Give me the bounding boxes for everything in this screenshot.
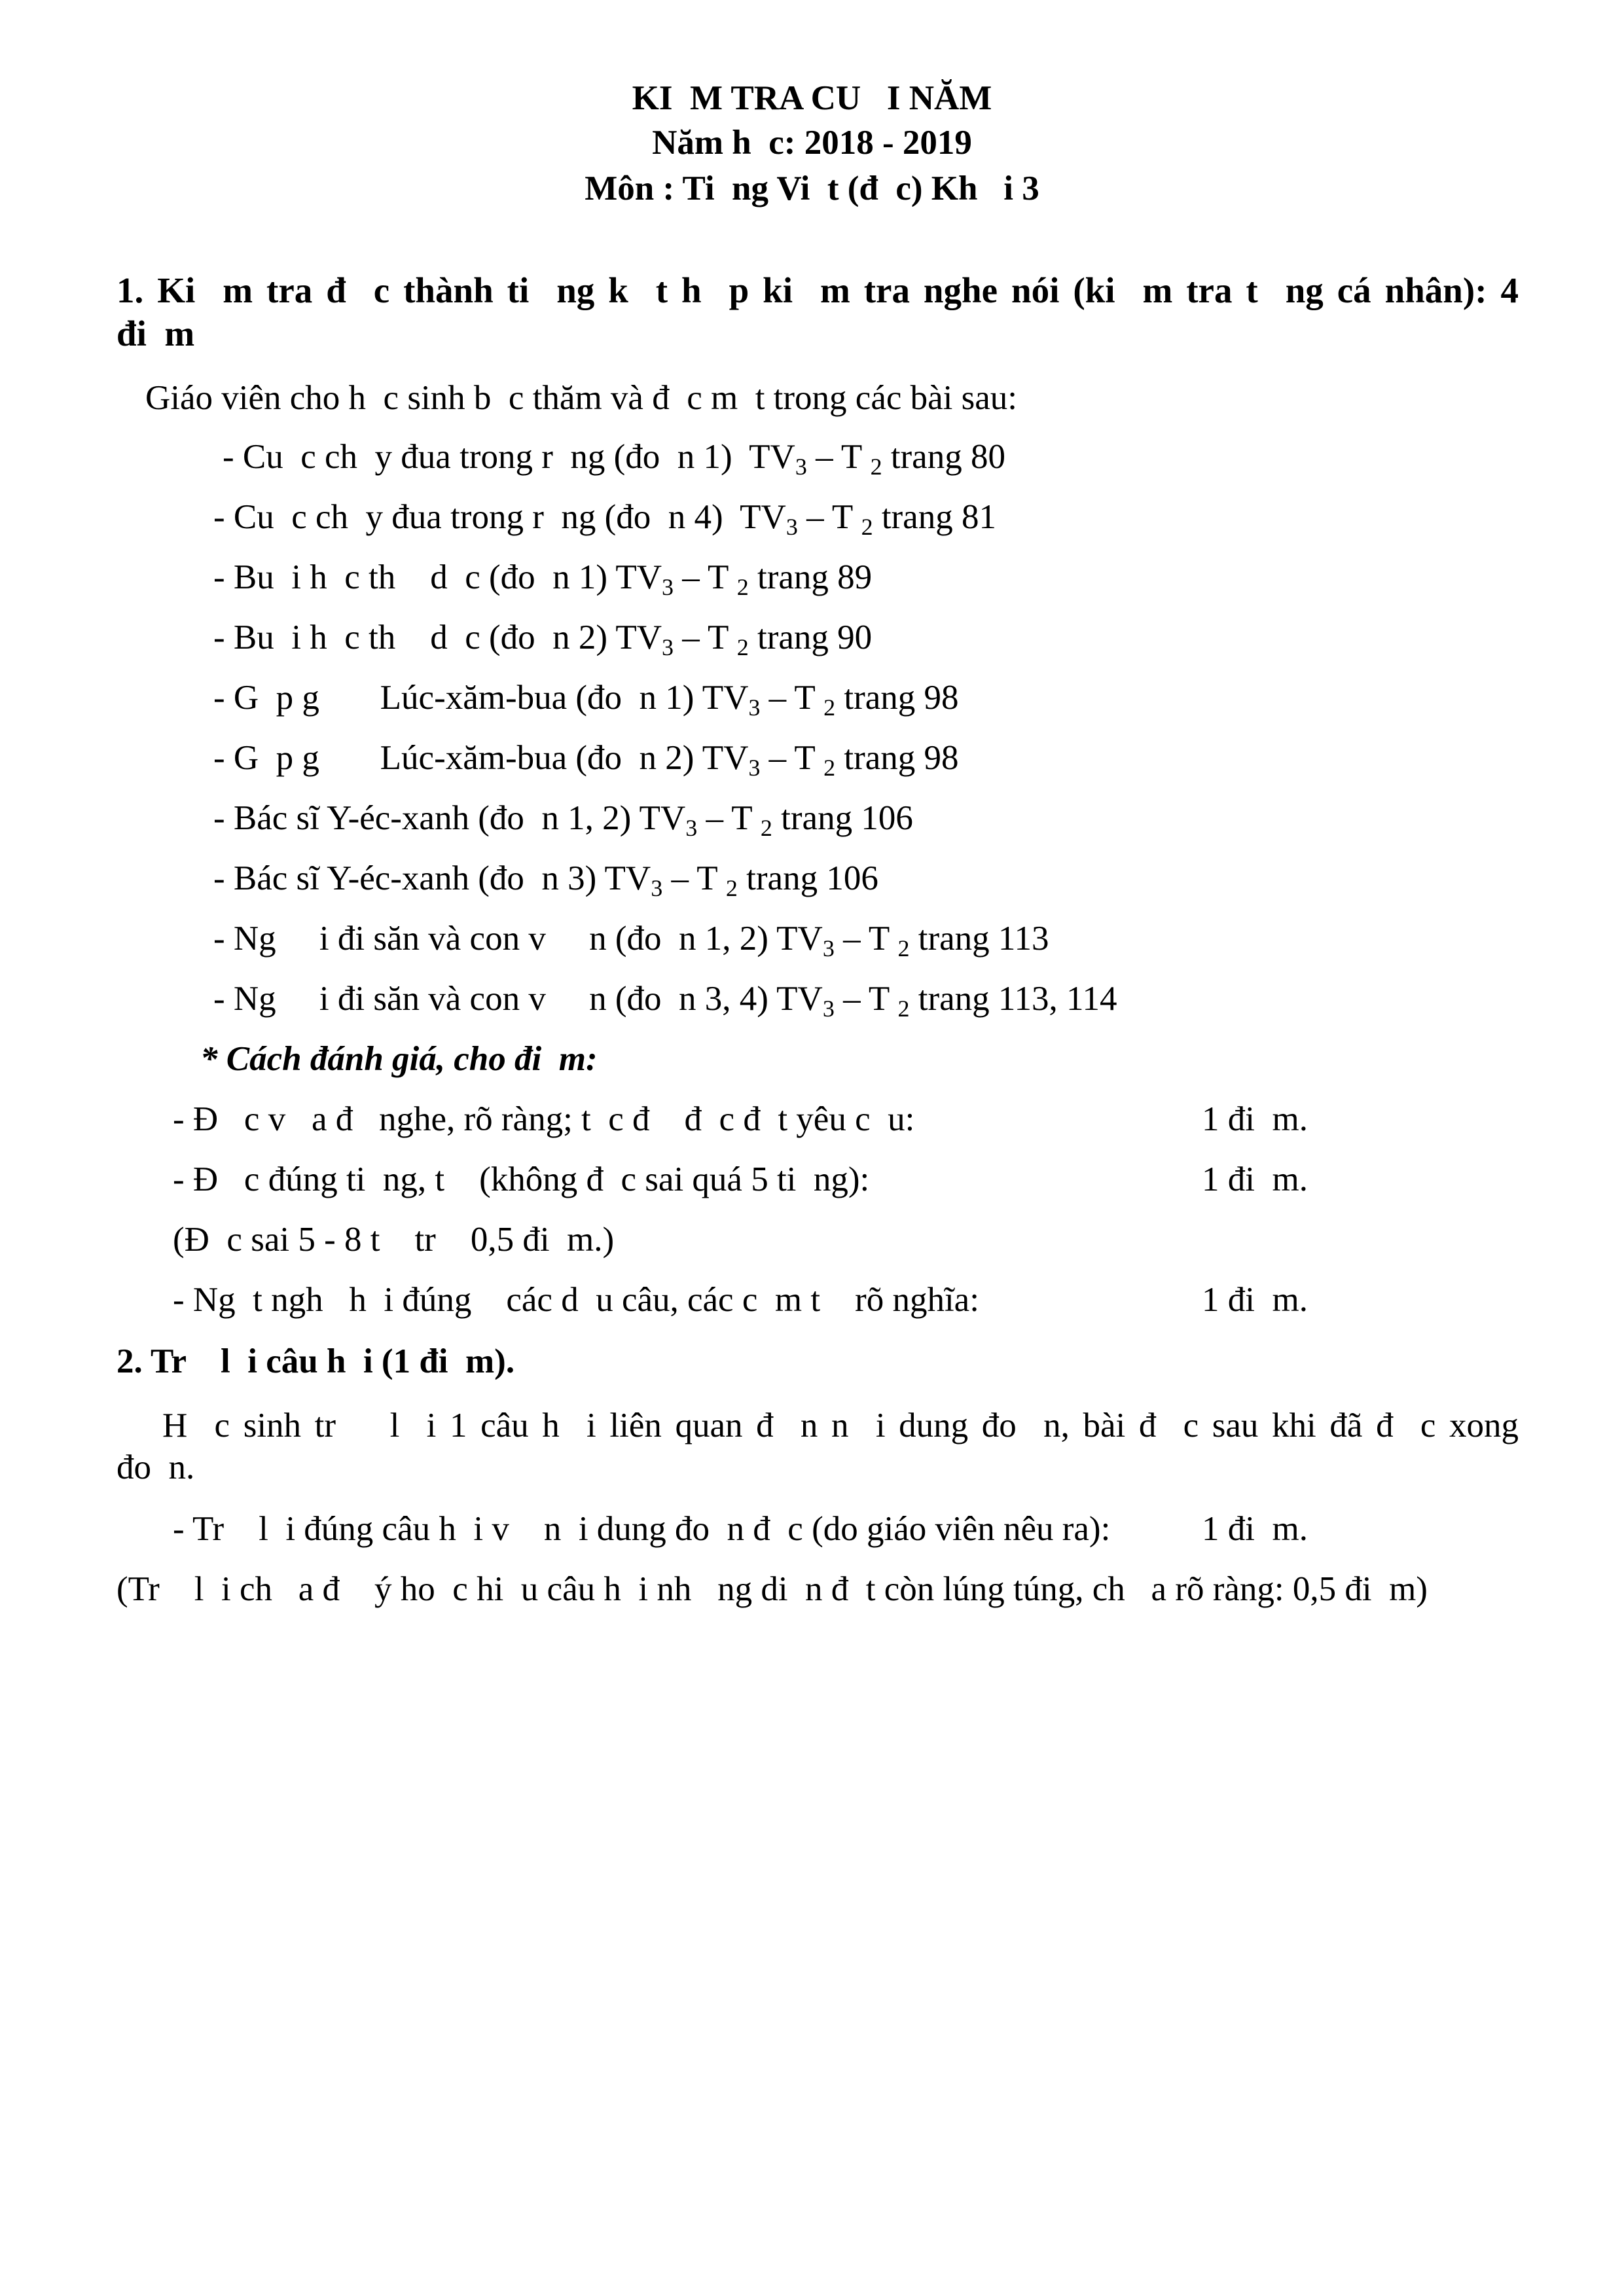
- reading-volume: 2: [897, 996, 910, 1022]
- reading-volume: 2: [725, 875, 738, 901]
- school-year: Năm h c: 2018 - 2019: [652, 124, 972, 162]
- reading-separator: – T: [674, 619, 737, 656]
- reading-title: - Cu c ch y đua trong r ng (đo n 1) TV: [223, 438, 795, 476]
- criterion-score: 1 đi m.: [1202, 1160, 1308, 1198]
- reading-title: - Ng i đi săn và con v n (đo n 1, 2) TV: [213, 920, 823, 958]
- reading-grade: 3: [822, 935, 835, 961]
- reading-separator: – T: [662, 859, 726, 897]
- subject-line: Môn : Ti ng Vi t (đ c) Kh i 3: [585, 170, 1039, 207]
- reading-item: [213, 496, 996, 538]
- reading-grade: 3: [785, 514, 798, 540]
- reading-separator: – T: [760, 679, 824, 717]
- reading-title: - Bu i h c th d c (đo n 2) TV: [213, 619, 662, 656]
- criterion-text: - Đ c đúng ti ng, t (không đ c sai quá 5 ti ng):: [173, 1160, 870, 1198]
- reading-grade: 3: [795, 454, 807, 480]
- reading-title: - Bác sĩ Y-éc-xanh (đo n 1, 2) TV: [213, 799, 686, 837]
- criterion-score: 1 đi m.: [1202, 1100, 1308, 1138]
- reading-page: trang 98: [835, 739, 959, 777]
- reading-separator: – T: [834, 980, 898, 1018]
- reading-page: trang 80: [882, 438, 1005, 476]
- reading-volume: 2: [870, 454, 882, 480]
- section2-criterion-score: 1 đi m.: [1202, 1510, 1308, 1548]
- reading-title: - Bu i h c th d c (đo n 1) TV: [213, 558, 662, 596]
- reading-separator: – T: [674, 558, 737, 596]
- reading-page: trang 89: [748, 558, 873, 596]
- section1-intro: Giáo viên cho h c sinh b c thăm và đ c m t trong các bài sau:: [145, 379, 1017, 417]
- reading-item: [213, 978, 1117, 1020]
- reading-item: [223, 436, 1005, 478]
- reading-title: - Bác sĩ Y-éc-xanh (đo n 3) TV: [213, 859, 651, 897]
- reading-volume: 2: [760, 815, 772, 841]
- reading-separator: – T: [760, 739, 824, 777]
- reading-page: trang 106: [737, 859, 878, 897]
- reading-separator: – T: [797, 498, 861, 536]
- reading-item: [213, 918, 1049, 960]
- reading-grade: 3: [685, 815, 698, 841]
- reading-item: [213, 857, 878, 899]
- reading-page: trang 113: [909, 920, 1049, 958]
- criterion-score: 1 đi m.: [1202, 1281, 1308, 1319]
- reading-separator: – T: [806, 438, 871, 476]
- document-title: KI M TRA CU I NĂM: [632, 79, 992, 117]
- reading-page: trang 81: [873, 498, 996, 536]
- reading-volume: 2: [736, 574, 749, 600]
- reading-grade: 3: [748, 694, 761, 721]
- criterion-text: - Ng t ngh h i đúng các d u câu, các c m t rõ nghĩa:: [173, 1281, 979, 1319]
- section2-heading: 2. Tr l i câu h i (1 đi m).: [117, 1342, 515, 1380]
- reading-title: - Cu c ch y đua trong r ng (đo n 4) TV: [213, 498, 786, 536]
- criterion-text: (Đ c sai 5 - 8 t tr 0,5 đi m.): [173, 1221, 615, 1259]
- reading-volume: 2: [861, 514, 873, 540]
- criteria-heading: * Cách đánh giá, cho đi m:: [200, 1040, 598, 1078]
- reading-separator: – T: [834, 920, 898, 958]
- reading-item: [213, 617, 872, 658]
- reading-page: trang 98: [835, 679, 959, 717]
- reading-grade: 3: [651, 875, 663, 901]
- reading-item: [213, 677, 959, 719]
- reading-title: - G p g Lúc-xăm-bua (đo n 2) TV: [213, 739, 749, 777]
- reading-page: trang 113, 114: [909, 980, 1117, 1018]
- reading-volume: 2: [823, 755, 836, 781]
- reading-item: [213, 556, 872, 598]
- reading-grade: 3: [662, 574, 674, 600]
- section2-paragraph-line1: H c sinh tr l i 1 câu h i liên quan đ n n i dung đo n, bài đ c sau khi đã đ c xong: [162, 1407, 1519, 1444]
- reading-grade: 3: [662, 634, 674, 660]
- reading-grade: 3: [822, 996, 835, 1022]
- reading-volume: 2: [736, 634, 749, 660]
- reading-grade: 3: [748, 755, 761, 781]
- section2-paragraph-line2: đo n.: [117, 1448, 195, 1486]
- reading-title: - G p g Lúc-xăm-bua (đo n 1) TV: [213, 679, 749, 717]
- reading-item: [213, 797, 913, 839]
- reading-title: - Ng i đi săn và con v n (đo n 3, 4) TV: [213, 980, 823, 1018]
- section2-note: (Tr l i ch a đ ý ho c hi u câu h i nh ng di n đ t còn lúng túng, ch a rõ ràng: 0,5 đi m): [117, 1570, 1428, 1608]
- reading-page: trang 90: [748, 619, 873, 656]
- reading-volume: 2: [823, 694, 836, 721]
- section1-heading-line1: 1. Ki m tra đ c thành ti ng k t h p ki m tra nghe nói (ki m tra t ng cá nhân): 4: [117, 270, 1519, 310]
- criterion-text: - Đ c v a đ nghe, rõ ràng; t c đ đ c đ t yêu c u:: [173, 1100, 915, 1138]
- reading-volume: 2: [897, 935, 910, 961]
- reading-item: [213, 737, 959, 779]
- section1-heading-line2: đi m: [117, 314, 195, 353]
- section2-criterion-text: - Tr l i đúng câu h i v n i dung đo n đ c (do giáo viên nêu ra):: [173, 1510, 1111, 1548]
- reading-separator: – T: [697, 799, 761, 837]
- reading-page: trang 106: [772, 799, 913, 837]
